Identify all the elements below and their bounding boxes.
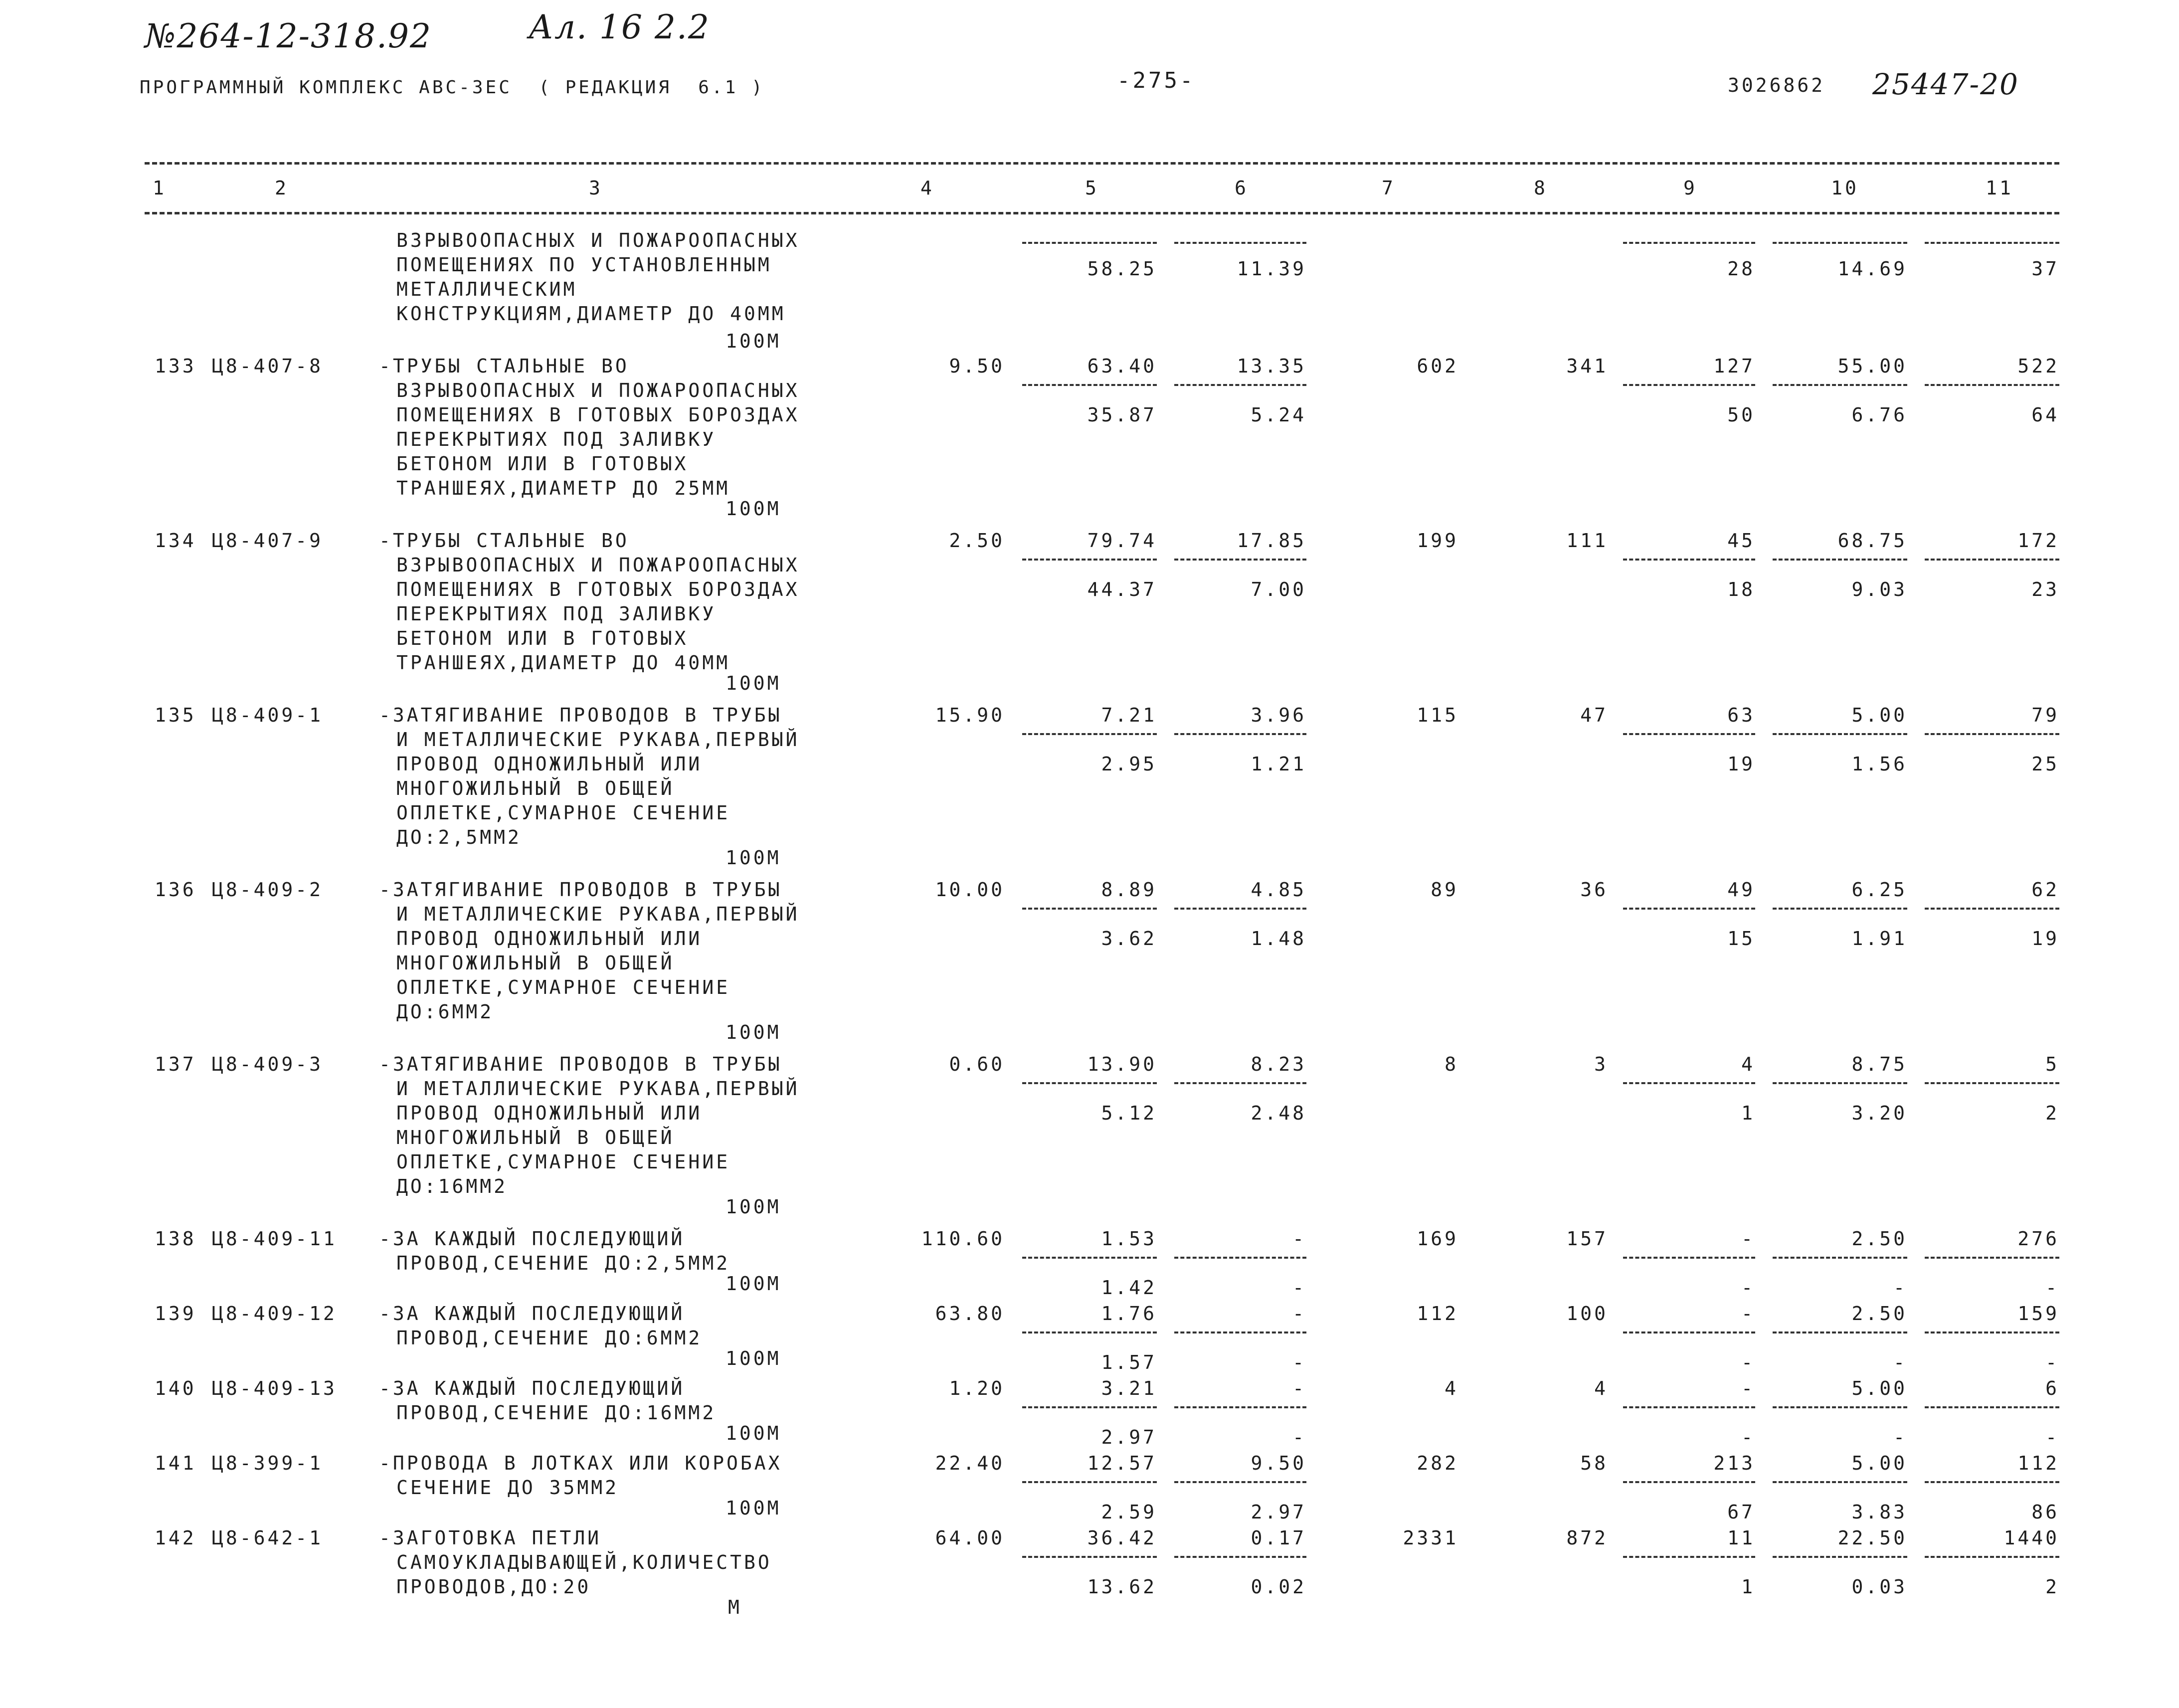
row-number: 135 xyxy=(155,704,196,726)
continued-description-line: ВЗРЫВООПАСНЫХ И ПОЖАРООПАСНЫХ xyxy=(396,229,800,251)
value-separator-rule xyxy=(1773,1481,1907,1483)
value-separator-rule xyxy=(1925,1556,2059,1558)
row-col10-bottom-value: 9.03 xyxy=(1851,578,1907,600)
row-col5-value: 7.21 xyxy=(1101,704,1157,726)
value-separator-rule xyxy=(1773,733,1907,735)
row-description-line: ПРОВОД ОДНОЖИЛЬНЫЙ ИЛИ xyxy=(396,928,703,949)
row-number: 139 xyxy=(155,1303,196,1325)
row-number: 142 xyxy=(155,1527,196,1549)
row-description-line: СЕЧЕНИЕ ДО 35ММ2 xyxy=(396,1477,619,1499)
row-description-line: ТРАНШЕЯХ,ДИАМЕТР ДО 40ММ xyxy=(396,652,730,674)
row-col7-value: 169 xyxy=(1417,1228,1458,1250)
row-col6-bottom-value: 5.24 xyxy=(1251,404,1306,426)
row-col9-bottom-value: - xyxy=(1741,1351,1755,1373)
value-separator-rule xyxy=(1925,1481,2059,1483)
value-separator-rule xyxy=(1623,1556,1755,1558)
value-separator-rule xyxy=(1022,1481,1157,1483)
row-col9-value: 49 xyxy=(1727,879,1755,901)
row-col10-value: 2.50 xyxy=(1851,1303,1907,1325)
row-col6-value: - xyxy=(1292,1303,1306,1325)
value-separator-rule xyxy=(1623,908,1755,910)
row-code: Ц8-409-2 xyxy=(212,879,324,901)
column-number-6: 6 xyxy=(1235,177,1249,199)
value-separator-rule xyxy=(1022,1556,1157,1558)
value-separator-rule xyxy=(1773,1082,1907,1084)
row-description-line: ДО:16ММ2 xyxy=(396,1175,508,1197)
value-separator-rule xyxy=(1773,1257,1907,1259)
row-col10-value: 68.75 xyxy=(1837,530,1907,552)
row-col9-bottom-value: 1 xyxy=(1741,1102,1755,1124)
row-col5-bottom-value: 1.57 xyxy=(1101,1351,1157,1373)
value-separator-rule xyxy=(1022,242,1157,244)
value-separator-rule xyxy=(1174,733,1306,735)
row-description-line: ПРОВОДОВ,ДО:20 xyxy=(396,1576,591,1598)
row-description-line: ВЗРЫВООПАСНЫХ И ПОЖАРООПАСНЫХ xyxy=(396,380,800,401)
row-col11-value: 276 xyxy=(2017,1228,2059,1250)
row-col11-value: 1440 xyxy=(2003,1527,2059,1549)
column-number-5: 5 xyxy=(1085,177,1099,199)
row-col8-value: 36 xyxy=(1580,879,1608,901)
row-col9-value: - xyxy=(1741,1377,1755,1399)
row-col10-bottom-value: 3.20 xyxy=(1851,1102,1907,1124)
row-col10-bottom-value: 1.56 xyxy=(1851,753,1907,775)
document-code: 3026862 xyxy=(1728,74,1825,96)
row-col5-bottom-value: 13.62 xyxy=(1087,1576,1157,1598)
row-col6-value: 4.85 xyxy=(1251,879,1306,901)
row-col11-bottom-value: 23 xyxy=(2031,578,2059,600)
row-col5-value: 8.89 xyxy=(1101,879,1157,901)
row-col9-value: 213 xyxy=(1713,1452,1755,1474)
row-col9-bottom-value: 1 xyxy=(1741,1576,1755,1598)
row-col9-bottom-value: 50 xyxy=(1727,404,1755,426)
row-description-line: ПОМЕЩЕНИЯХ В ГОТОВЫХ БОРОЗДАХ xyxy=(396,404,800,426)
row-col5-value: 3.21 xyxy=(1101,1377,1157,1399)
row-col6-bottom-value: 2.48 xyxy=(1251,1102,1306,1124)
row-col10-value: 5.00 xyxy=(1851,704,1907,726)
row-col11-bottom-value: 19 xyxy=(2031,928,2059,949)
value-separator-rule xyxy=(1925,559,2059,561)
row-col4-value: 9.50 xyxy=(949,355,1005,377)
value-separator-rule xyxy=(1773,559,1907,561)
row-number: 137 xyxy=(155,1053,196,1075)
row-code: Ц8-642-1 xyxy=(212,1527,324,1549)
value-separator-rule xyxy=(1925,384,2059,386)
continued-unit: 100М xyxy=(726,330,781,352)
row-col6-bottom-value: 0.02 xyxy=(1251,1576,1306,1598)
row-description-line: ПРОВОД,СЕЧЕНИЕ ДО:16ММ2 xyxy=(396,1402,717,1424)
row-number: 138 xyxy=(155,1228,196,1250)
row-col6-bottom-value: 1.21 xyxy=(1251,753,1306,775)
value-separator-rule xyxy=(1022,1406,1157,1408)
row-col9-value: 63 xyxy=(1727,704,1755,726)
row-col5-value: 79.74 xyxy=(1087,530,1157,552)
row-col10-value: 5.00 xyxy=(1851,1452,1907,1474)
row-col4-value: 110.60 xyxy=(921,1228,1005,1250)
row-number: 140 xyxy=(155,1377,196,1399)
continued-description-line: КОНСТРУКЦИЯМ,ДИАМЕТР ДО 40ММ xyxy=(396,303,786,325)
row-col5-bottom-value: 35.87 xyxy=(1087,404,1157,426)
row-col5-value: 36.42 xyxy=(1087,1527,1157,1549)
handwritten-doc-number: №264-12-318.92 xyxy=(145,17,432,55)
row-code: Ц8-409-11 xyxy=(212,1228,337,1250)
value-separator-rule xyxy=(1174,1082,1306,1084)
row-col6-value: 13.35 xyxy=(1237,355,1306,377)
row-col9-value: 45 xyxy=(1727,530,1755,552)
row-col6-value: 0.17 xyxy=(1251,1527,1306,1549)
row-col6-value: - xyxy=(1292,1377,1306,1399)
row-col9-value: - xyxy=(1741,1228,1755,1250)
row-number: 141 xyxy=(155,1452,196,1474)
value-separator-rule xyxy=(1623,1331,1755,1333)
row-description-line: ПРОВОД,СЕЧЕНИЕ ДО:2,5ММ2 xyxy=(396,1252,730,1274)
column-number-11: 11 xyxy=(1986,177,2013,199)
row-description-line: -ЗА КАЖДЫЙ ПОСЛЕДУЮЩИЙ xyxy=(379,1303,685,1325)
row-col7-value: 602 xyxy=(1417,355,1458,377)
row-unit: 100М xyxy=(726,1347,781,1369)
value-separator-rule xyxy=(1623,1257,1755,1259)
value-separator-rule xyxy=(1623,1082,1755,1084)
row-description-line: МНОГОЖИЛЬНЫЙ В ОБЩЕЙ xyxy=(396,777,675,799)
row-col4-value: 10.00 xyxy=(935,879,1005,901)
value-separator-rule xyxy=(1925,1257,2059,1259)
row-col9-value: - xyxy=(1741,1303,1755,1325)
value-separator-rule xyxy=(1925,1406,2059,1408)
row-col11-value: 5 xyxy=(2045,1053,2059,1075)
row-description-line: И МЕТАЛЛИЧЕСКИЕ РУКАВА,ПЕРВЫЙ xyxy=(396,729,800,751)
column-number-3: 3 xyxy=(589,177,603,199)
row-code: Ц8-409-12 xyxy=(212,1303,337,1325)
value-separator-rule xyxy=(1623,242,1755,244)
column-number-9: 9 xyxy=(1683,177,1697,199)
value-separator-rule xyxy=(1925,1082,2059,1084)
row-description-line: ПЕРЕКРЫТИЯХ ПОД ЗАЛИВКУ xyxy=(396,428,717,450)
row-number: 134 xyxy=(155,530,196,552)
row-unit: 100М xyxy=(726,1422,781,1444)
row-col5-value: 12.57 xyxy=(1087,1452,1157,1474)
value-separator-rule xyxy=(1623,733,1755,735)
value-separator-rule xyxy=(1174,1481,1306,1483)
row-description-line: САМОУКЛАДЫВАЮЩЕЙ,КОЛИЧЕСТВО xyxy=(396,1551,772,1573)
row-number: 136 xyxy=(155,879,196,901)
row-description-line: -ТРУБЫ СТАЛЬНЫЕ ВО xyxy=(379,355,629,377)
row-col11-value: 159 xyxy=(2017,1303,2059,1325)
row-col4-value: 1.20 xyxy=(949,1377,1005,1399)
row-col9-bottom-value: - xyxy=(1741,1277,1755,1299)
row-col8-value: 157 xyxy=(1566,1228,1608,1250)
row-col8-value: 100 xyxy=(1566,1303,1608,1325)
column-number-10: 10 xyxy=(1831,177,1859,199)
row-code: Ц8-407-9 xyxy=(212,530,324,552)
row-unit: 100М xyxy=(726,847,781,869)
row-description-line: -ЗА КАЖДЫЙ ПОСЛЕДУЮЩИЙ xyxy=(379,1377,685,1399)
value-separator-rule xyxy=(1773,1406,1907,1408)
column-number-8: 8 xyxy=(1534,177,1548,199)
row-col5-value: 1.53 xyxy=(1101,1228,1157,1250)
row-col11-bottom-value: 2 xyxy=(2045,1576,2059,1598)
continued-col6-bottom: 11.39 xyxy=(1237,258,1306,280)
row-description-line: ПОМЕЩЕНИЯХ В ГОТОВЫХ БОРОЗДАХ xyxy=(396,578,800,600)
value-separator-rule xyxy=(1623,1481,1755,1483)
row-col6-bottom-value: - xyxy=(1292,1426,1306,1448)
row-col11-bottom-value: - xyxy=(2045,1277,2059,1299)
row-description-line: -ПРОВОДА В ЛОТКАХ ИЛИ КОРОБАХ xyxy=(379,1452,782,1474)
row-description-line: ПРОВОД,СЕЧЕНИЕ ДО:6ММ2 xyxy=(396,1327,703,1349)
row-description-line: -ЗАТЯГИВАНИЕ ПРОВОДОВ В ТРУБЫ xyxy=(379,879,782,901)
value-separator-rule xyxy=(1623,1406,1755,1408)
row-col9-bottom-value: 67 xyxy=(1727,1501,1755,1523)
row-col11-bottom-value: - xyxy=(2045,1426,2059,1448)
row-col5-bottom-value: 5.12 xyxy=(1101,1102,1157,1124)
row-col9-bottom-value: 18 xyxy=(1727,578,1755,600)
row-col7-value: 89 xyxy=(1431,879,1458,901)
column-number-2: 2 xyxy=(275,177,289,199)
row-col11-value: 6 xyxy=(2045,1377,2059,1399)
row-col5-bottom-value: 1.42 xyxy=(1101,1277,1157,1299)
row-unit: 100М xyxy=(726,498,781,520)
row-col10-bottom-value: - xyxy=(1893,1351,1907,1373)
continued-col11-bottom: 37 xyxy=(2031,258,2059,280)
value-separator-rule xyxy=(1623,559,1755,561)
row-col11-value: 79 xyxy=(2031,704,2059,726)
row-col9-value: 127 xyxy=(1713,355,1755,377)
row-col10-bottom-value: 3.83 xyxy=(1851,1501,1907,1523)
value-separator-rule xyxy=(1022,559,1157,561)
row-col10-bottom-value: 0.03 xyxy=(1851,1576,1907,1598)
row-description-line: ПЕРЕКРЫТИЯХ ПОД ЗАЛИВКУ xyxy=(396,603,717,625)
value-separator-rule xyxy=(1022,1082,1157,1084)
value-separator-rule xyxy=(1022,908,1157,910)
row-col5-bottom-value: 44.37 xyxy=(1087,578,1157,600)
row-unit: 100М xyxy=(726,1273,781,1295)
row-code: Ц8-399-1 xyxy=(212,1452,324,1474)
row-col10-bottom-value: - xyxy=(1893,1277,1907,1299)
row-col4-value: 0.60 xyxy=(949,1053,1005,1075)
value-separator-rule xyxy=(1022,1257,1157,1259)
row-col11-bottom-value: - xyxy=(2045,1351,2059,1373)
continued-col9-bottom: 28 xyxy=(1727,258,1755,280)
row-col9-bottom-value: 15 xyxy=(1727,928,1755,949)
continued-description-line: МЕТАЛЛИЧЕСКИМ xyxy=(396,278,577,300)
row-col6-value: 3.96 xyxy=(1251,704,1306,726)
row-col11-bottom-value: 2 xyxy=(2045,1102,2059,1124)
handwritten-right-code: 25447-20 xyxy=(1872,67,2019,101)
value-separator-rule xyxy=(1773,1331,1907,1333)
row-col11-value: 172 xyxy=(2017,530,2059,552)
column-number-1: 1 xyxy=(153,177,167,199)
row-col6-bottom-value: - xyxy=(1292,1277,1306,1299)
row-col10-bottom-value: - xyxy=(1893,1426,1907,1448)
row-col8-value: 872 xyxy=(1566,1527,1608,1549)
row-col5-bottom-value: 3.62 xyxy=(1101,928,1157,949)
value-separator-rule xyxy=(1174,1406,1306,1408)
program-header: ПРОГРАММНЫЙ КОМПЛЕКС АВС-3ЕС ( РЕДАКЦИЯ 6.1 ) xyxy=(140,77,765,98)
row-description-line: БЕТОНОМ ИЛИ В ГОТОВЫХ xyxy=(396,453,689,475)
row-col5-bottom-value: 2.95 xyxy=(1101,753,1157,775)
value-separator-rule xyxy=(1022,1331,1157,1333)
row-col7-value: 199 xyxy=(1417,530,1458,552)
row-col4-value: 63.80 xyxy=(935,1303,1005,1325)
row-col10-bottom-value: 1.91 xyxy=(1851,928,1907,949)
value-separator-rule xyxy=(1773,1556,1907,1558)
row-col9-value: 11 xyxy=(1727,1527,1755,1549)
row-description-line: -ЗАТЯГИВАНИЕ ПРОВОДОВ В ТРУБЫ xyxy=(379,704,782,726)
column-number-4: 4 xyxy=(920,177,934,199)
row-col10-value: 55.00 xyxy=(1837,355,1907,377)
row-description-line: ОПЛЕТКЕ,СУМАРНОЕ СЕЧЕНИЕ xyxy=(396,1151,730,1173)
row-col7-value: 8 xyxy=(1445,1053,1458,1075)
row-col11-bottom-value: 86 xyxy=(2031,1501,2059,1523)
row-description-line: БЕТОНОМ ИЛИ В ГОТОВЫХ xyxy=(396,627,689,649)
row-col11-bottom-value: 25 xyxy=(2031,753,2059,775)
row-col6-bottom-value: 1.48 xyxy=(1251,928,1306,949)
row-col4-value: 64.00 xyxy=(935,1527,1005,1549)
row-description-line: -ЗА КАЖДЫЙ ПОСЛЕДУЮЩИЙ xyxy=(379,1228,685,1250)
row-col10-bottom-value: 6.76 xyxy=(1851,404,1907,426)
row-col9-bottom-value: - xyxy=(1741,1426,1755,1448)
row-description-line: ДО:2,5ММ2 xyxy=(396,826,522,848)
row-description-line: ВЗРЫВООПАСНЫХ И ПОЖАРООПАСНЫХ xyxy=(396,554,800,576)
row-description-line: ПРОВОД ОДНОЖИЛЬНЫЙ ИЛИ xyxy=(396,753,703,775)
row-col9-bottom-value: 19 xyxy=(1727,753,1755,775)
row-description-line: МНОГОЖИЛЬНЫЙ В ОБЩЕЙ xyxy=(396,1127,675,1148)
row-col5-value: 1.76 xyxy=(1101,1303,1157,1325)
header-top-rule xyxy=(145,162,2059,165)
row-col11-value: 62 xyxy=(2031,879,2059,901)
value-separator-rule xyxy=(1174,384,1306,386)
page-number: -275- xyxy=(1117,68,1196,93)
row-col6-bottom-value: 2.97 xyxy=(1251,1501,1306,1523)
row-col7-value: 282 xyxy=(1417,1452,1458,1474)
row-col8-value: 341 xyxy=(1566,355,1608,377)
continued-col5-bottom: 58.25 xyxy=(1087,258,1157,280)
row-col11-bottom-value: 64 xyxy=(2031,404,2059,426)
value-separator-rule xyxy=(1022,384,1157,386)
value-separator-rule xyxy=(1773,908,1907,910)
continued-col10-bottom: 14.69 xyxy=(1837,258,1907,280)
value-separator-rule xyxy=(1174,242,1306,244)
row-description-line: ТРАНШЕЯХ,ДИАМЕТР ДО 25ММ xyxy=(396,477,730,499)
row-code: Ц8-409-3 xyxy=(212,1053,324,1075)
row-col7-value: 115 xyxy=(1417,704,1458,726)
row-description-line: ОПЛЕТКЕ,СУМАРНОЕ СЕЧЕНИЕ xyxy=(396,976,730,998)
row-col10-value: 8.75 xyxy=(1851,1053,1907,1075)
handwritten-album: Ал. 16 2.2 xyxy=(529,8,710,46)
value-separator-rule xyxy=(1174,559,1306,561)
row-description-line: -ЗАТЯГИВАНИЕ ПРОВОДОВ В ТРУБЫ xyxy=(379,1053,782,1075)
row-unit: 100М xyxy=(726,672,781,694)
row-col6-bottom-value: - xyxy=(1292,1351,1306,1373)
row-col8-value: 4 xyxy=(1594,1377,1608,1399)
row-description-line: -ТРУБЫ СТАЛЬНЫЕ ВО xyxy=(379,530,629,552)
value-separator-rule xyxy=(1925,733,2059,735)
row-description-line: ПРОВОД ОДНОЖИЛЬНЫЙ ИЛИ xyxy=(396,1102,703,1124)
row-col8-value: 111 xyxy=(1566,530,1608,552)
row-description-line: ДО:6ММ2 xyxy=(396,1001,494,1023)
row-col6-value: 9.50 xyxy=(1251,1452,1306,1474)
row-col5-value: 63.40 xyxy=(1087,355,1157,377)
row-col10-value: 6.25 xyxy=(1851,879,1907,901)
row-col10-value: 2.50 xyxy=(1851,1228,1907,1250)
column-number-7: 7 xyxy=(1382,177,1396,199)
row-code: Ц8-409-1 xyxy=(212,704,324,726)
row-unit: 100М xyxy=(726,1021,781,1043)
value-separator-rule xyxy=(1174,908,1306,910)
row-description-line: -ЗАГОТОВКА ПЕТЛИ xyxy=(379,1527,602,1549)
row-col5-bottom-value: 2.97 xyxy=(1101,1426,1157,1448)
row-description-line: И МЕТАЛЛИЧЕСКИЕ РУКАВА,ПЕРВЫЙ xyxy=(396,903,800,925)
row-description-line: МНОГОЖИЛЬНЫЙ В ОБЩЕЙ xyxy=(396,952,675,974)
row-col4-value: 2.50 xyxy=(949,530,1005,552)
row-unit: 100М xyxy=(726,1497,781,1519)
row-unit: М xyxy=(728,1596,742,1618)
row-col6-value: 17.85 xyxy=(1237,530,1306,552)
value-separator-rule xyxy=(1925,242,2059,244)
row-col7-value: 4 xyxy=(1445,1377,1458,1399)
row-col6-bottom-value: 7.00 xyxy=(1251,578,1306,600)
value-separator-rule xyxy=(1174,1556,1306,1558)
value-separator-rule xyxy=(1773,242,1907,244)
row-col11-value: 522 xyxy=(2017,355,2059,377)
row-col6-value: - xyxy=(1292,1228,1306,1250)
row-col11-value: 112 xyxy=(2017,1452,2059,1474)
row-code: Ц8-407-8 xyxy=(212,355,324,377)
row-number: 133 xyxy=(155,355,196,377)
row-col10-value: 5.00 xyxy=(1851,1377,1907,1399)
header-bottom-rule xyxy=(145,212,2059,214)
continued-description-line: ПОМЕЩЕНИЯХ ПО УСТАНОВЛЕННЫМ xyxy=(396,254,772,276)
row-col6-value: 8.23 xyxy=(1251,1053,1306,1075)
row-description-line: И МЕТАЛЛИЧЕСКИЕ РУКАВА,ПЕРВЫЙ xyxy=(396,1078,800,1100)
value-separator-rule xyxy=(1174,1331,1306,1333)
value-separator-rule xyxy=(1773,384,1907,386)
value-separator-rule xyxy=(1022,733,1157,735)
value-separator-rule xyxy=(1174,1257,1306,1259)
row-unit: 100М xyxy=(726,1196,781,1218)
value-separator-rule xyxy=(1925,1331,2059,1333)
row-col4-value: 15.90 xyxy=(935,704,1005,726)
row-col9-value: 4 xyxy=(1741,1053,1755,1075)
row-col7-value: 112 xyxy=(1417,1303,1458,1325)
row-col7-value: 2331 xyxy=(1403,1527,1458,1549)
row-col4-value: 22.40 xyxy=(935,1452,1005,1474)
row-col5-bottom-value: 2.59 xyxy=(1101,1501,1157,1523)
row-col8-value: 47 xyxy=(1580,704,1608,726)
value-separator-rule xyxy=(1925,908,2059,910)
row-code: Ц8-409-13 xyxy=(212,1377,337,1399)
row-col8-value: 58 xyxy=(1580,1452,1608,1474)
row-col8-value: 3 xyxy=(1594,1053,1608,1075)
row-description-line: ОПЛЕТКЕ,СУМАРНОЕ СЕЧЕНИЕ xyxy=(396,802,730,824)
row-col10-value: 22.50 xyxy=(1837,1527,1907,1549)
row-col5-value: 13.90 xyxy=(1087,1053,1157,1075)
value-separator-rule xyxy=(1623,384,1755,386)
